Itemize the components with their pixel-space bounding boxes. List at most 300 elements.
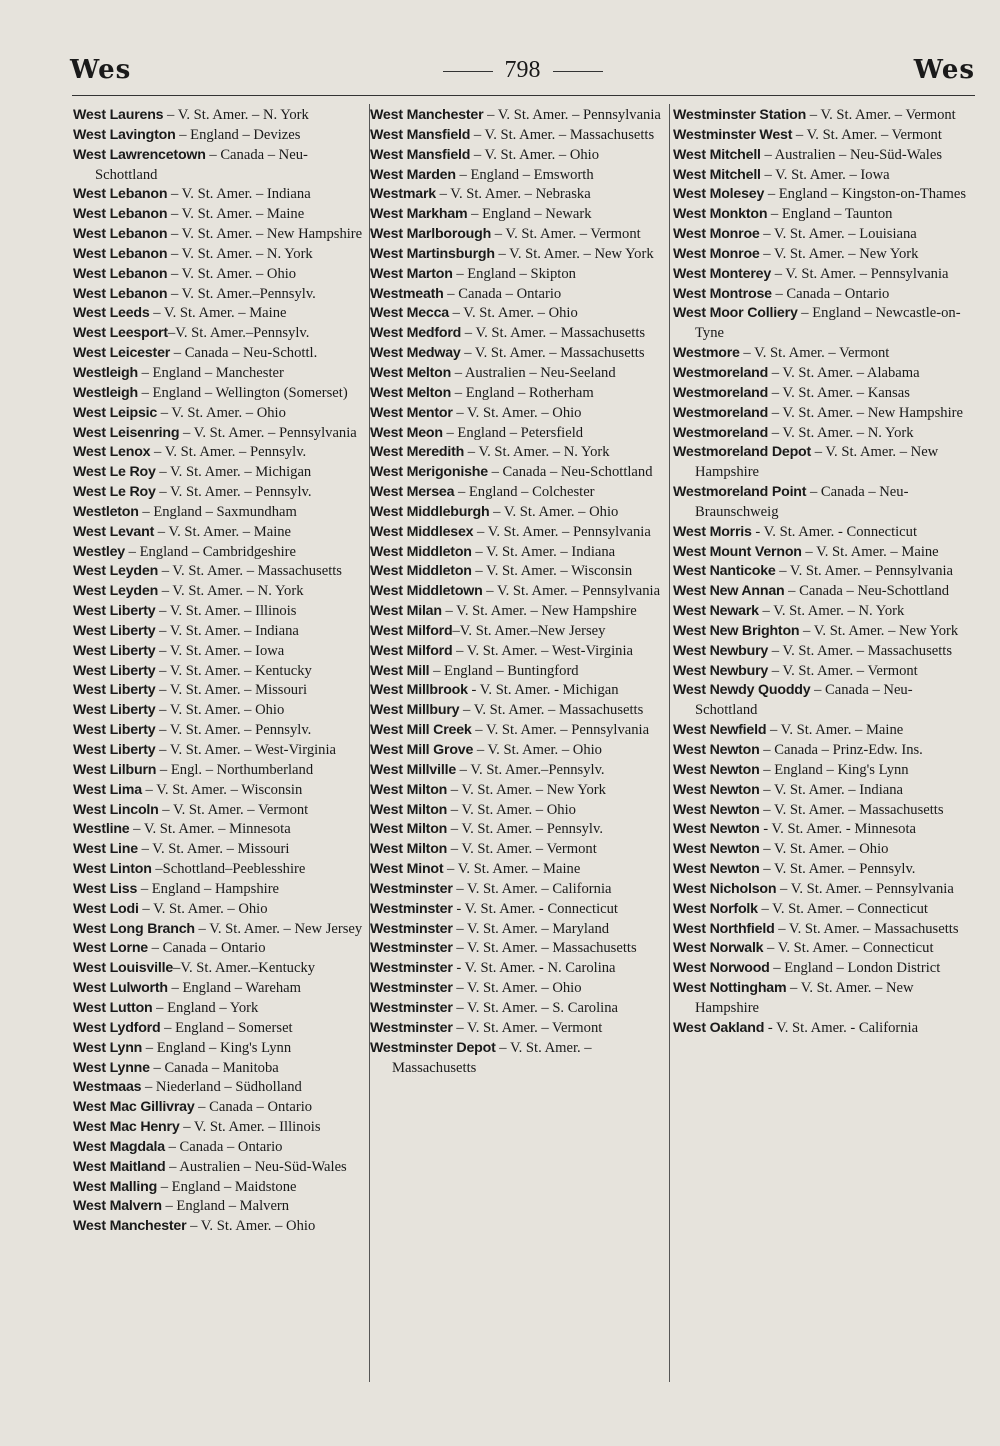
- gazetteer-entry: [370, 146, 666, 166]
- gazetteer-entry: [673, 1019, 969, 1039]
- gazetteer-entry: [370, 721, 666, 741]
- place-location: – V. St. Amer. – Michigan: [155, 464, 312, 481]
- place-name: West Manchester: [73, 1218, 187, 1235]
- gazetteer-entry: [73, 642, 369, 662]
- place-location: – V. St. Amer. – Pennsylvania: [775, 563, 954, 580]
- place-location: – V. St. Amer. – Louisiana: [759, 226, 917, 243]
- gazetteer-entry: [73, 562, 369, 582]
- place-location: – England – Wellington (Somerset): [137, 384, 348, 401]
- gazetteer-entry: [370, 245, 666, 265]
- place-name: West Lutton: [73, 999, 153, 1016]
- place-name: West Mill: [370, 662, 430, 679]
- gazetteer-entry: [370, 285, 666, 305]
- place-location: – Canada – Neu-Braunschweig: [695, 484, 909, 520]
- place-name: West Lawrencetown: [73, 146, 206, 163]
- place-name: Westminster: [370, 940, 453, 957]
- place-name: Westley: [73, 543, 125, 560]
- place-location: – England – Maidstone: [157, 1178, 297, 1195]
- place-location: – V. St. Amer. – Vermont: [452, 1019, 603, 1036]
- gazetteer-entry: [370, 543, 666, 563]
- place-location: – V. St. Amer. – Illinois: [155, 603, 297, 620]
- gazetteer-entry: [370, 781, 666, 801]
- place-location: – V. St. Amer. – Missouri: [155, 682, 307, 699]
- place-location: - V. St. Amer. - California: [764, 1019, 919, 1036]
- place-location: – V. St. Amer. – Ohio: [167, 265, 297, 282]
- place-location: – V. St. Amer. – Pennsylvania: [471, 722, 650, 739]
- gazetteer-entry: [73, 860, 369, 880]
- place-name: West Lynn: [73, 1039, 143, 1056]
- place-location: – V. St. Amer. – Massachusetts: [392, 1039, 592, 1076]
- gazetteer-entry: [370, 622, 666, 642]
- place-name: West Lebanon: [73, 226, 168, 243]
- place-name: West Markham: [370, 206, 468, 223]
- gazetteer-entry: [370, 880, 666, 900]
- place-location: – V. St. Amer. – Kentucky: [155, 662, 312, 679]
- place-name: West Leicester: [73, 345, 171, 362]
- place-name: West Melton: [370, 384, 452, 401]
- gazetteer-entry: [73, 820, 369, 840]
- place-name: West Meredith: [370, 444, 465, 461]
- place-name: West Melton: [370, 364, 452, 381]
- gazetteer-entry: [73, 622, 369, 642]
- place-name: West Lydford: [73, 1019, 161, 1036]
- place-location: – V. St. Amer. – Pennsylv.: [150, 444, 307, 461]
- place-name: West Mersea: [370, 484, 455, 501]
- place-name: West Liberty: [73, 642, 156, 659]
- place-name: West Newton: [673, 781, 760, 798]
- place-name: West Molesey: [673, 186, 765, 203]
- gazetteer-entry: [73, 1118, 369, 1138]
- place-location: – V. St. Amer. – Ohio: [470, 146, 600, 163]
- place-name: Westleigh: [73, 384, 138, 401]
- place-name: West Leipsic: [73, 404, 158, 421]
- gazetteer-entry: [673, 265, 969, 285]
- gazetteer-entry: [673, 344, 969, 364]
- place-name: West Manchester: [370, 107, 484, 123]
- place-name: West Newark: [673, 603, 759, 620]
- gazetteer-entry: [370, 761, 666, 781]
- place-location: – England – Saxmundham: [138, 503, 297, 520]
- gazetteer-entry: [73, 463, 369, 483]
- place-name: Westmaas: [73, 1079, 142, 1096]
- place-location: – V. St. Amer. – Ohio: [138, 900, 268, 917]
- gazetteer-entry: [673, 543, 969, 563]
- place-name: Westminster West: [673, 126, 793, 143]
- place-location: – V. St. Amer. – West-Virginia: [155, 742, 337, 758]
- gazetteer-entry: [370, 404, 666, 424]
- place-location: – Engl. – Northumberland: [156, 761, 314, 778]
- gazetteer-entry: [73, 404, 369, 424]
- gazetteer-entry: [73, 900, 369, 920]
- gazetteer-entry: [673, 761, 969, 781]
- place-location: – V. St. Amer. – Pennsylv.: [155, 484, 312, 501]
- place-name: West Lebanon: [73, 265, 168, 282]
- place-name: West Norwalk: [673, 940, 764, 957]
- gazetteer-entry: [73, 265, 369, 285]
- place-location: – V. St. Amer. – Massachusetts: [774, 920, 959, 937]
- gazetteer-entry: [673, 285, 969, 305]
- gazetteer-entry: [370, 424, 666, 444]
- place-location: – V. St. Amer. – Ohio: [759, 841, 889, 858]
- gazetteer-entry: [73, 920, 369, 940]
- place-name: West Oakland: [673, 1019, 765, 1036]
- gazetteer-entry: [73, 1059, 369, 1079]
- gazetteer-entry: [73, 801, 369, 821]
- place-name: West Magdala: [73, 1138, 165, 1155]
- gazetteer-entry: [370, 1039, 666, 1079]
- place-location: – V. St. Amer.–Pennsylv.: [167, 285, 316, 302]
- gazetteer-entry: [673, 166, 969, 186]
- place-name: West Newton: [673, 801, 760, 818]
- gazetteer-entry: [370, 523, 666, 543]
- gazetteer-entry: [370, 126, 666, 146]
- gazetteer-entry: [370, 959, 666, 979]
- place-name: West Norwood: [673, 960, 770, 977]
- place-location: – V. St. Amer. – Iowa: [760, 166, 890, 183]
- place-location: – V. St. Amer. – Massachusetts: [158, 563, 342, 580]
- place-name: West Mitchell: [673, 146, 761, 163]
- gazetteer-entry: [370, 979, 666, 999]
- running-head-right: Wes: [913, 55, 975, 85]
- gazetteer-entry: [370, 344, 666, 364]
- column-2: [370, 106, 666, 1078]
- place-name: West Newton: [673, 761, 760, 778]
- place-location: – V. St. Amer. – Indiana: [471, 543, 616, 560]
- gazetteer-entry: [73, 681, 369, 701]
- place-location: – V. St. Amer. – N. York: [464, 444, 610, 461]
- gazetteer-entry: [370, 602, 666, 622]
- place-name: West Milton: [370, 781, 448, 798]
- place-name: West Middleton: [370, 543, 472, 560]
- place-name: West Newbury: [673, 642, 769, 659]
- place-location: – England – Buntingford: [429, 662, 579, 679]
- place-location: – V. St. Amer. – Ohio: [489, 503, 619, 520]
- place-location: – V. St. Amer. – Maine: [149, 305, 287, 322]
- gazetteer-entry: [370, 503, 666, 523]
- place-name: West Lebanon: [73, 206, 168, 223]
- gazetteer-entry: [673, 185, 969, 205]
- place-location: – V. St. Amer. – Ohio: [473, 742, 602, 758]
- place-location: – V. St. Amer. – Pennsylvania: [473, 523, 651, 540]
- place-location: – V. St. Amer. – Pennsylv.: [447, 821, 603, 838]
- gazetteer-entry: [370, 701, 666, 721]
- place-location: – Canada – Ontario: [194, 1099, 313, 1116]
- place-location: – Australien – Neu-Süd-Wales: [165, 1158, 347, 1175]
- place-location: - V. St. Amer. - Connecticut: [751, 523, 918, 540]
- running-head-left: Wes: [70, 55, 132, 85]
- gazetteer-entry: [370, 443, 666, 463]
- place-name: West Marton: [370, 265, 453, 282]
- gazetteer-entry: [73, 999, 369, 1019]
- place-location: - V. St. Amer. - Michigan: [467, 682, 619, 699]
- gazetteer-entry: [673, 106, 969, 126]
- place-name: West Lebanon: [73, 285, 168, 302]
- place-name: West Mentor: [370, 404, 453, 421]
- place-location: – V. St. Amer. – Illinois: [179, 1119, 321, 1136]
- gazetteer-entry: [673, 959, 969, 979]
- place-name: West Laurens: [73, 107, 164, 123]
- place-location: – England – King's Lynn: [759, 761, 909, 778]
- gazetteer-entry: [370, 860, 666, 880]
- gazetteer-entry: [370, 681, 666, 701]
- gazetteer-entry: [673, 384, 969, 404]
- gazetteer-entry: [370, 939, 666, 959]
- gazetteer-entry: [73, 364, 369, 384]
- place-name: West Milton: [370, 801, 448, 818]
- gazetteer-entry: [673, 721, 969, 741]
- place-name: West Le Roy: [73, 484, 156, 501]
- place-location: – V. St. Amer. – California: [452, 880, 612, 897]
- place-name: West Middletown: [370, 583, 483, 600]
- place-name: West Newfield: [673, 722, 767, 739]
- gazetteer-entry: [73, 384, 369, 404]
- place-name: Westminster: [370, 980, 453, 997]
- place-name: West Lavington: [73, 126, 176, 143]
- gazetteer-entry: [73, 483, 369, 503]
- place-location: – V. St. Amer. – New Hampshire: [695, 980, 914, 1016]
- gazetteer-entry: [370, 642, 666, 662]
- place-location: – V. St. Amer. – Maine: [766, 722, 904, 739]
- place-name: Westminster Depot: [370, 1039, 496, 1056]
- place-location: – V. St. Amer. – New Hampshire: [695, 444, 939, 481]
- place-location: – Canada – Prinz-Edw. Ins.: [759, 742, 923, 758]
- place-name: West Middleton: [370, 563, 472, 580]
- place-name: Westmeath: [370, 285, 444, 302]
- place-name: West Leisenring: [73, 424, 180, 441]
- gazetteer-entry: [370, 662, 666, 682]
- place-name: West Liberty: [73, 603, 156, 620]
- header-rule: [72, 95, 975, 96]
- place-name: West Mill Grove: [370, 742, 474, 758]
- place-location: – V. St. Amer. – Maine: [167, 206, 305, 223]
- page-number-line: [70, 57, 975, 84]
- place-name: West Milton: [370, 821, 448, 838]
- gazetteer-entry: [673, 840, 969, 860]
- place-name: Westminster Station: [673, 107, 807, 123]
- gazetteer-entry: [673, 741, 969, 761]
- gazetteer-entry: [673, 681, 969, 721]
- place-name: Westminster: [370, 960, 453, 977]
- gazetteer-entry: [370, 225, 666, 245]
- gazetteer-entry: [370, 1019, 666, 1039]
- place-name: West Martinsburgh: [370, 245, 495, 262]
- column-divider: [669, 104, 670, 1382]
- place-location: – V. St. Amer. – Ohio: [157, 404, 286, 421]
- place-location: – V. St. Amer. – Pennsylvania: [776, 880, 954, 897]
- place-location: – V. St. Amer. – N. York: [158, 583, 304, 600]
- place-location: – V. St. Amer. – West-Virginia: [452, 642, 633, 659]
- place-name: West Milford: [370, 622, 453, 639]
- gazetteer-entry: [73, 225, 369, 245]
- gazetteer-entry: [73, 939, 369, 959]
- place-name: West Maitland: [73, 1158, 166, 1175]
- place-location: – V. St. Amer. – Ohio: [452, 980, 582, 997]
- place-name: West Newton: [673, 742, 760, 758]
- place-name: Westmoreland Point: [673, 484, 807, 501]
- place-name: West Mansfield: [370, 126, 471, 143]
- gazetteer-entry: [73, 721, 369, 741]
- place-name: West Lebanon: [73, 186, 168, 203]
- place-location: – England – Newcastle-on-Tyne: [695, 305, 961, 342]
- gazetteer-entry: [673, 979, 969, 1019]
- place-name: West Mount Vernon: [673, 543, 802, 560]
- gazetteer-entry: [673, 483, 969, 523]
- place-location: – V. St. Amer. – Ohio: [448, 305, 578, 322]
- place-location: – England – Emsworth: [455, 166, 594, 183]
- place-name: West Milford: [370, 642, 453, 659]
- place-name: West Northfield: [673, 920, 775, 937]
- place-location: – V. St. Amer. – Massachusetts: [459, 702, 644, 719]
- gazetteer-entry: [673, 205, 969, 225]
- place-location: – V. St. Amer. – New York: [494, 245, 654, 262]
- place-location: –Schottland–Peeblesshire: [151, 861, 306, 878]
- gazetteer-entry: [73, 1158, 369, 1178]
- place-location: – V. St. Amer. – Vermont: [491, 226, 641, 243]
- place-location: – V. St. Amer. – Maine: [443, 861, 581, 878]
- place-location: – England – Wareham: [167, 980, 301, 997]
- place-name: West Newton: [673, 821, 760, 838]
- gazetteer-entry: [73, 1019, 369, 1039]
- page-number: 798: [504, 57, 541, 83]
- gazetteer-entry: [73, 543, 369, 563]
- place-name: Westmoreland: [673, 364, 769, 381]
- gazetteer-entry: [370, 801, 666, 821]
- place-name: West New Brighton: [673, 622, 800, 639]
- place-name: Westminster: [370, 900, 453, 917]
- place-location: – V. St. Amer. – Kansas: [768, 384, 910, 401]
- gazetteer-entry: [73, 344, 369, 364]
- place-location: – England – Petersfield: [442, 424, 584, 441]
- gazetteer-entry: [673, 225, 969, 245]
- gazetteer-entry: [370, 741, 666, 761]
- place-name: West Lincoln: [73, 801, 159, 818]
- place-name: West Lorne: [73, 940, 148, 957]
- place-name: Westleigh: [73, 364, 138, 381]
- place-location: – England – Hampshire: [137, 880, 280, 897]
- gazetteer-entry: [370, 324, 666, 344]
- gazetteer-entry: [673, 939, 969, 959]
- place-name: West Line: [73, 841, 138, 858]
- place-name: West Marden: [370, 166, 456, 183]
- gazetteer-entry: [673, 662, 969, 682]
- gazetteer-entry: [673, 424, 969, 444]
- gazetteer-entry: [73, 1178, 369, 1198]
- place-name: West Lulworth: [73, 980, 168, 997]
- place-name: West Mac Gillivray: [73, 1099, 195, 1116]
- place-location: – England – Rotherham: [451, 384, 594, 401]
- place-location: – Australien – Neu-Seeland: [451, 364, 616, 381]
- place-location: – England – Kingston-on-Thames: [764, 186, 967, 203]
- place-location: – V. St. Amer. – Massachusetts: [759, 801, 944, 818]
- gazetteer-entry: [673, 523, 969, 543]
- place-name: Westminster: [370, 1019, 453, 1036]
- place-location: – V. St. Amer. – Massachusetts: [470, 126, 655, 143]
- gazetteer-entry: [73, 126, 369, 146]
- place-location: – V. St. Amer. – Maryland: [452, 920, 610, 937]
- gazetteer-entry: [673, 443, 969, 483]
- gazetteer-entry: [673, 562, 969, 582]
- place-location: – V. St. Amer. – Pennsylvania: [483, 107, 661, 123]
- place-location: – V. St. Amer. – Nebraska: [435, 186, 591, 203]
- place-name: West Long Branch: [73, 920, 195, 937]
- place-name: Westleton: [73, 503, 139, 520]
- place-name: West Monkton: [673, 206, 768, 223]
- gazetteer-entry: [370, 185, 666, 205]
- place-location: – V. St. Amer. – New Hampshire: [167, 226, 363, 243]
- place-location: – V. St. Amer. – Vermont: [447, 841, 597, 858]
- gazetteer-entry: [673, 781, 969, 801]
- gazetteer-entry: [73, 741, 369, 761]
- gazetteer-entry: [73, 602, 369, 622]
- place-name: West Lodi: [73, 900, 139, 917]
- place-name: West Mecca: [370, 305, 449, 322]
- place-name: West Milan: [370, 603, 442, 620]
- place-name: West Norfolk: [673, 900, 758, 917]
- place-location: – V. St. Amer. – N. York: [758, 603, 905, 620]
- place-name: Westmoreland: [673, 404, 769, 421]
- place-location: – England – Malvern: [161, 1198, 290, 1215]
- gazetteer-entry: [673, 900, 969, 920]
- place-location: – England – Cambridgeshire: [124, 543, 297, 560]
- gazetteer-entry: [370, 463, 666, 483]
- gazetteer-entry: [370, 106, 666, 126]
- place-location: – V. St. Amer. – Alabama: [768, 364, 920, 381]
- place-name: West Medway: [370, 345, 461, 362]
- place-location: – V. St. Amer. – Pennsylvania: [771, 265, 949, 282]
- place-name: Westmoreland: [673, 424, 769, 441]
- place-location: – V. St. Amer. – Ohio: [452, 404, 582, 421]
- gazetteer-entry: [673, 820, 969, 840]
- place-location: – V. St. Amer. – Massachusetts: [461, 325, 646, 342]
- place-location: – V. St. Amer.–Pennsylv.: [456, 761, 605, 778]
- place-name: West Monterey: [673, 265, 772, 282]
- place-location: – Canada – Neu-Schottland: [784, 583, 950, 600]
- gazetteer-entry: [370, 304, 666, 324]
- place-location: – V. St. Amer. – New Jersey: [194, 920, 363, 937]
- gazetteer-entry: [73, 205, 369, 225]
- gazetteer-entry: [73, 1078, 369, 1098]
- place-location: – V. St. Amer. – Minnesota: [129, 821, 291, 838]
- place-location: – England – Taunton: [767, 206, 893, 223]
- gazetteer-entry: [73, 840, 369, 860]
- place-location: –V. St. Amer.–Kentucky: [173, 960, 316, 977]
- gazetteer-entry: [673, 126, 969, 146]
- gazetteer-entry: [370, 582, 666, 602]
- place-name: West Middlesex: [370, 523, 474, 540]
- place-name: West Lenox: [73, 444, 151, 461]
- place-location: – V. St. Amer. – S. Carolina: [452, 999, 618, 1016]
- place-name: West Newbury: [673, 662, 769, 679]
- place-name: West Mitchell: [673, 166, 761, 183]
- place-name: West Liberty: [73, 662, 156, 679]
- gazetteer-entry: [73, 185, 369, 205]
- place-location: – V. St. Amer. – Pennsylv.: [759, 861, 916, 878]
- gazetteer-entry: [673, 880, 969, 900]
- gazetteer-entry: [673, 146, 969, 166]
- place-location: – V. St. Amer. – Ohio: [447, 801, 576, 818]
- place-location: – Canada – Manitoba: [149, 1059, 279, 1076]
- place-location: – England – Newark: [467, 206, 592, 223]
- gazetteer-entry: [673, 860, 969, 880]
- place-name: West Minot: [370, 861, 444, 878]
- gazetteer-entry: [73, 701, 369, 721]
- place-name: West Newdy Quoddy: [673, 682, 811, 699]
- place-location: – England – Skipton: [452, 265, 576, 282]
- gazetteer-entry: [673, 364, 969, 384]
- gazetteer-entry: [73, 523, 369, 543]
- place-location: – V. St. Amer. – Indiana: [167, 186, 311, 203]
- gazetteer-entry: [370, 384, 666, 404]
